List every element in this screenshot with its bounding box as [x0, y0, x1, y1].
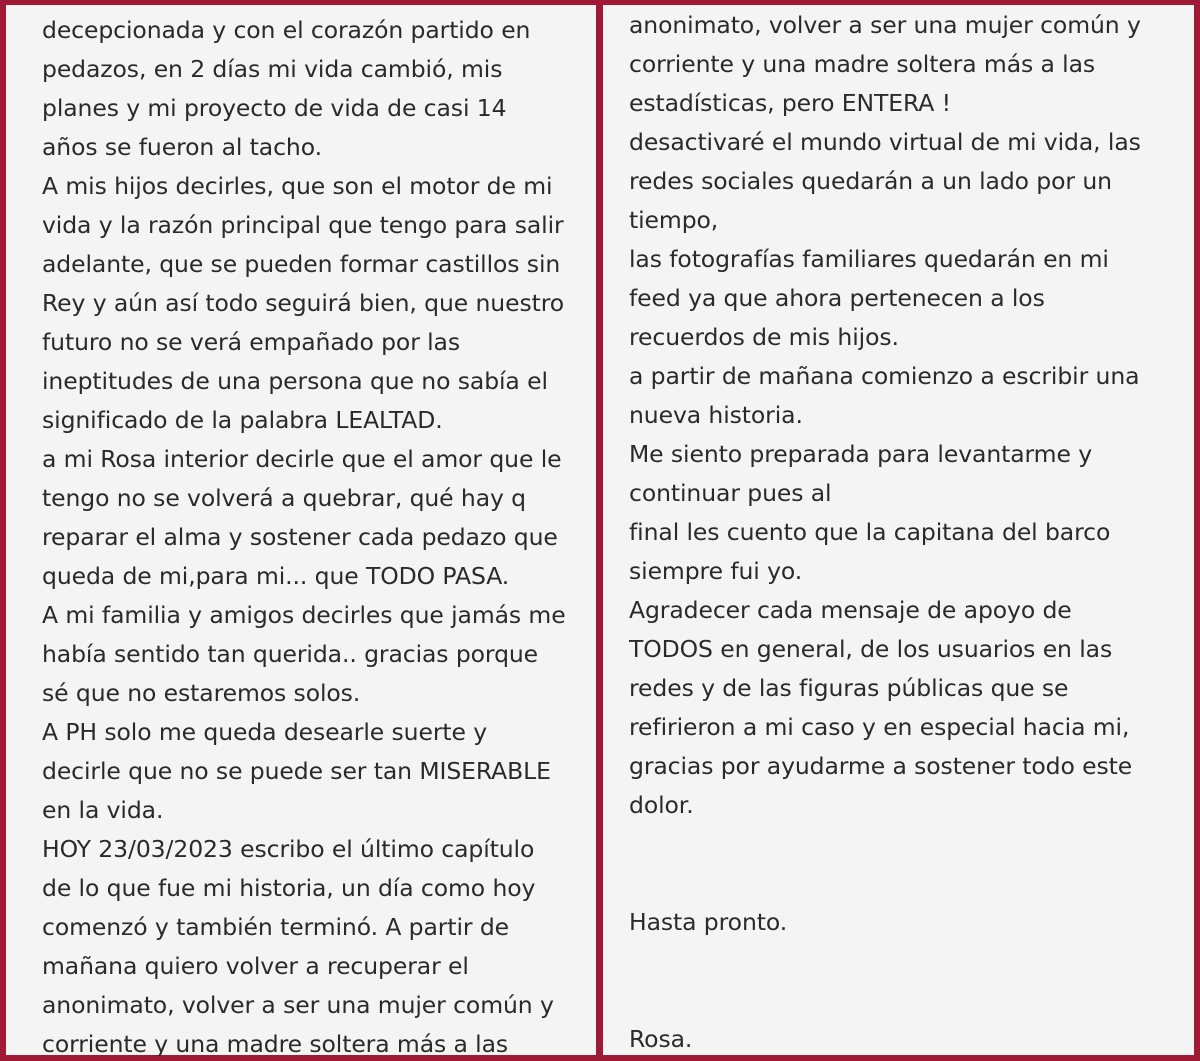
left-text-line: Rey y aún así todo seguirá bien, que nuestro	[42, 289, 565, 317]
right-text-block	[629, 0, 1194, 1056]
left-text-line: A PH solo me queda desearle suerte y	[42, 718, 488, 746]
left-text-line: había sentido tan querida.. gracias porque	[42, 640, 539, 668]
right-text-line: siempre fui yo.	[629, 557, 803, 585]
right-text-line: Rosa.	[629, 1025, 693, 1053]
right-text-line: final les cuento que la capitana del barco	[629, 518, 1111, 546]
right-text-line: Me siento preparada para levantarme y	[629, 440, 1093, 468]
left-text-line: HOY 23/03/2023 escribo el último capítulo	[42, 835, 535, 863]
left-text-block	[42, 0, 596, 1056]
right-text-line: gracias por ayudarme a sostener todo este	[629, 752, 1133, 780]
right-text-line: estadísticas, pero ENTERA !	[629, 89, 951, 117]
right-text-line: nueva historia.	[629, 401, 803, 429]
left-text-line: anonimato, volver a ser una mujer común y	[42, 991, 554, 1019]
right-text-line: a partir de mañana comienzo a escribir una	[629, 362, 1140, 390]
right-text-line	[629, 942, 1194, 981]
left-text-line: años se fueron al tacho.	[42, 133, 322, 161]
right-text-line: corriente y una madre soltera más a las	[629, 50, 1096, 78]
left-text-line: decirle que no se puede ser tan MISERABLE	[42, 757, 551, 785]
right-text-line: continuar pues al	[629, 479, 832, 507]
right-text-line: TODOS en general, de los usuarios en las	[629, 635, 1113, 663]
left-text-line: planes y mi proyecto de vida de casi 14	[42, 94, 507, 122]
left-text-line: A mi familia y amigos decirles que jamás me	[42, 601, 566, 629]
left-text-line: en la vida.	[42, 796, 164, 824]
left-text-line: pedazos, en 2 días mi vida cambió, mis	[42, 55, 503, 83]
left-text-line: tengo no se volverá a quebrar, qué hay q	[42, 484, 527, 512]
left-text-line: significado de la palabra LEALTAD.	[42, 406, 443, 434]
left-text-line: adelante, que se pueden formar castillos sin	[42, 250, 561, 278]
right-text-line	[629, 981, 1194, 1020]
left-text-line: mañana quiero volver a recuperar el	[42, 952, 469, 980]
right-text-line: refirieron a mi caso y en especial hacia mi,	[629, 713, 1130, 741]
left-text-line: futuro no se verá empañado por las	[42, 328, 461, 356]
right-text-line	[629, 864, 1194, 903]
left-text-line: queda de mi,para mi... que TODO PASA.	[42, 562, 510, 590]
left-text-line: corriente y una madre soltera más a las	[42, 1030, 509, 1056]
left-text-line: a mi Rosa interior decirle que el amor que le	[42, 445, 562, 473]
left-text-line: A mis hijos decirles, que son el motor de mi	[42, 172, 553, 200]
left-text-line: ineptitudes de una persona que no sabía el	[42, 367, 548, 395]
right-text-line: dolor.	[629, 791, 694, 819]
left-text-line: vida y la razón principal que tengo para salir	[42, 211, 564, 239]
right-text-line: tiempo,	[629, 206, 719, 234]
right-text-line: recuerdos de mis hijos.	[629, 323, 899, 351]
right-text-line	[629, 825, 1194, 864]
left-text-line: reparar el alma y sostener cada pedazo que	[42, 523, 558, 551]
right-text-line: anonimato, volver a ser una mujer común y	[629, 11, 1141, 39]
right-text-line: Hasta pronto.	[629, 908, 788, 936]
right-text-line: feed ya que ahora pertenecen a los	[629, 284, 1045, 312]
right-text-line: redes sociales quedarán a un lado por un	[629, 167, 1112, 195]
right-text-line: redes y de las figuras públicas que se	[629, 674, 1069, 702]
left-text-line: decepcionada y con el corazón partido en	[42, 16, 531, 44]
right-text-line: Agradecer cada mensaje de apoyo de	[629, 596, 1072, 624]
left-text-line: comenzó y también terminó. A partir de	[42, 913, 509, 941]
left-text-line: sé que no estaremos solos.	[42, 679, 361, 707]
left-text-line: de lo que fue mi historia, un día como hoy	[42, 874, 536, 902]
right-text-line: las fotografías familiares quedarán en mi	[629, 245, 1109, 273]
right-text-line: desactivaré el mundo virtual de mi vida, las	[629, 128, 1141, 156]
